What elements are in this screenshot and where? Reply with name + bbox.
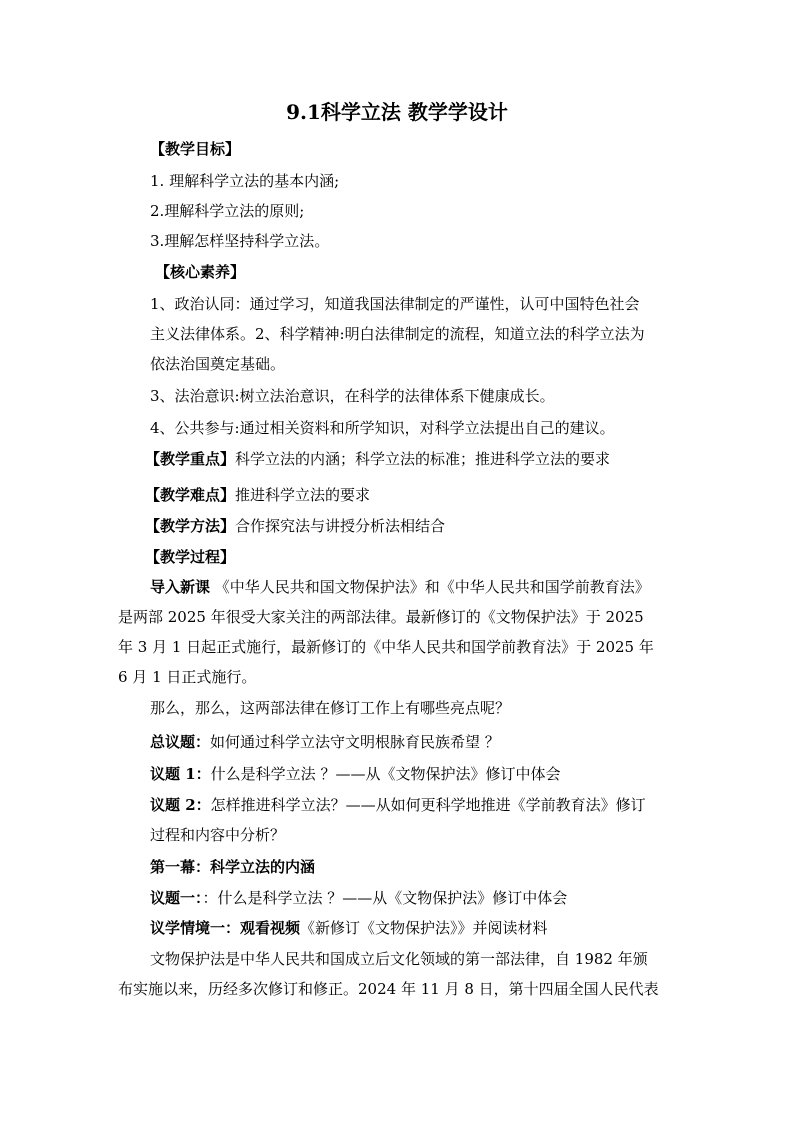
- process-heading: 【教学过程】: [145, 548, 236, 566]
- topic-1-text: 什么是科学立法 ？——从《文物保护法》修订中体会: [210, 765, 561, 783]
- intro-text-1: 《中华人民共和国文物保护法》和《中华人民共和国学前教育法》: [214, 578, 650, 596]
- intro-line-4: 6 月 1 日正式施行。: [118, 668, 257, 686]
- topic-2-label: 议题 2：: [150, 796, 211, 814]
- subtopic-1: [150, 887, 690, 909]
- difficulties-label: 【教学难点】: [145, 486, 236, 504]
- literacy-line-2: 主义法律体系。2、科学精神:明白法律制定的流程，知道立法的科学立法为: [150, 325, 645, 343]
- methods-label: 【教学方法】: [145, 517, 236, 535]
- subtopic-1-text: ：什么是科学立法 ？——从《文物保护法》修订中体会: [202, 889, 568, 907]
- objective-item-2: 2.理解科学立法的原则;: [150, 202, 305, 220]
- key-points-label: 【教学重点】: [145, 450, 236, 468]
- material-line-2: 布实施以来，历经多次修订和修正。2024 年 11 月 8 日，第十四届全国人民代表: [118, 980, 659, 998]
- literacy-line-5: 4、公共参与:通过相关资料和所学知识，对科学立法提出自己的建议。: [150, 419, 615, 437]
- objectives-heading: 【教学目标】: [150, 140, 241, 158]
- document-title: 9.1科学立法 教学学设计: [286, 100, 508, 124]
- situation-1-label: 议学情境一：观看视频: [150, 919, 301, 937]
- literacy-line-1: 1、政治认同：通过学习，知道我国法律制定的严谨性，认可中国特色社会: [150, 295, 640, 313]
- general-topic-text: 如何通过科学立法守文明根脉育民族希望 ？: [210, 733, 500, 751]
- literacy-heading: 【核心素养】: [155, 263, 246, 281]
- question-line: 那么，那么，这两部法律在修订工作上有哪些亮点呢？: [150, 699, 511, 717]
- intro-line-1: [150, 576, 690, 598]
- intro-label: 导入新课: [150, 578, 211, 596]
- objective-item-1: 1. 理解科学立法的基本内涵;: [150, 172, 340, 190]
- difficulties: [145, 484, 685, 506]
- topic-1: [150, 763, 690, 785]
- key-points-text: 科学立法的内涵；科学立法的标准；推进科学立法的要求: [235, 450, 611, 468]
- literacy-line-4: 3、法治意识:树立法治意识，在科学的法律体系下健康成长。: [150, 387, 555, 405]
- methods: [145, 515, 685, 537]
- material-line-1: 文物保护法是中华人民共和国成立后文化领域的第一部法律，自 1982 年颁: [150, 950, 648, 968]
- situation-1-text: 《新修订《文物保护法》》并阅读材料: [300, 919, 548, 937]
- key-points: [145, 448, 685, 470]
- act-1-heading: 第一幕：科学立法的内涵: [150, 858, 316, 876]
- methods-text: 合作探究法与讲授分析法相结合: [235, 517, 446, 535]
- general-topic: [150, 731, 690, 753]
- topic-2-continuation: 过程和内容中分析？: [150, 826, 286, 844]
- intro-line-2: 是两部 2025 年很受大家关注的两部法律。最新修订的《文物保护法》于 2025: [118, 608, 644, 626]
- topic-2: [150, 794, 690, 816]
- literacy-line-3: 依法治国奠定基础。: [150, 355, 286, 373]
- subtopic-1-label: 议题一：: [150, 889, 203, 907]
- intro-line-3: 年 3 月 1 日起正式施行，最新修订的《中华人民共和国学前教育法》于 2025 年: [118, 638, 654, 656]
- situation-1: [150, 917, 690, 939]
- difficulties-text: 推进科学立法的要求: [235, 486, 371, 504]
- topic-2-text: 怎样推进科学立法？——从如何更科学地推进《学前教育法》修订: [210, 796, 646, 814]
- objective-item-3: 3.理解怎样坚持科学立法。: [150, 232, 330, 250]
- topic-1-label: 议题 1：: [150, 765, 211, 783]
- general-topic-label: 总议题：: [150, 733, 211, 751]
